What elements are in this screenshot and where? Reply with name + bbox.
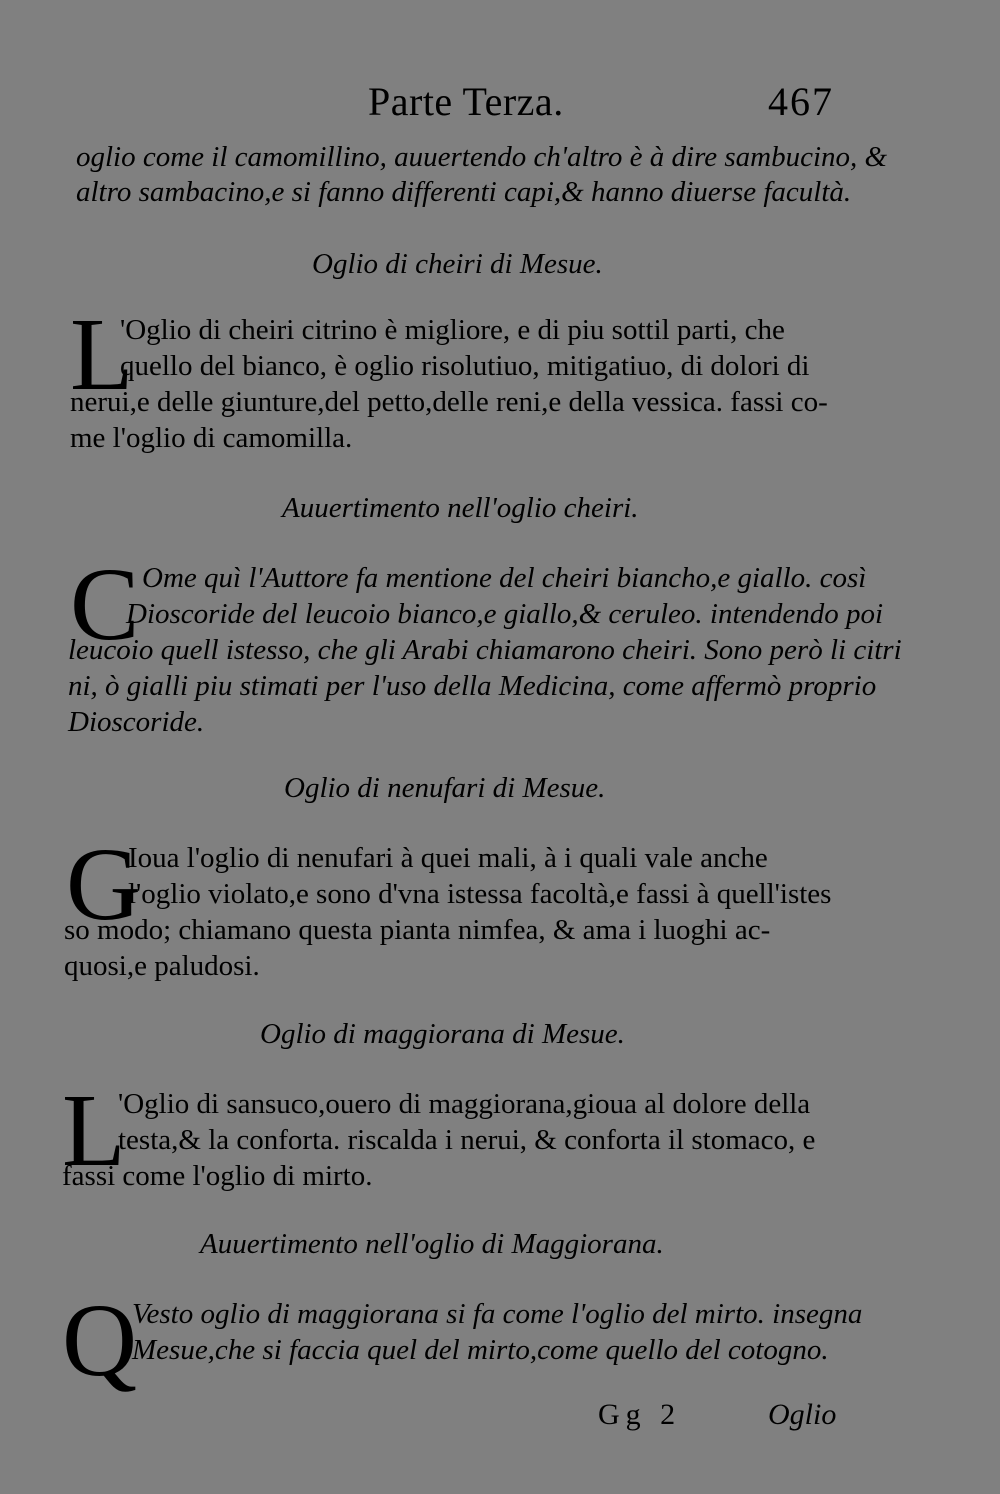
text-line: Mesue,che si faccia quel del mirto,come quello del cotogno. [132,1334,829,1366]
section-heading: Auuertimento nell'oglio cheiri. [282,492,639,524]
text-line: 'Oglio di cheiri citrino è migliore, e di piu sottil parti, che [120,314,785,346]
text-line: altro sambacino,e si fanno differenti capi,& hanno diuerse facultà. [76,176,852,208]
running-title: Parte Terza. [368,79,564,124]
text-line: fassi come l'oglio di mirto. [62,1160,373,1192]
drop-cap: L [70,297,134,412]
page-header [0,72,1000,132]
text-line: Dioscoride del leucoio bianco,e giallo,& ceruleo. intendendo poi [126,598,884,630]
text-line: nerui,e delle giunture,del petto,delle reni,e della vessica. fassi co- [70,386,828,418]
signature-mark: Gg 2 [598,1398,682,1431]
text-line: Ioua l'oglio di nenufari à quei mali, à i quali vale anche [128,842,768,874]
text-line: quello del bianco, è oglio risolutiuo, mitigatiuo, di dolori di [120,350,810,382]
drop-cap: L [62,1073,126,1188]
text-line: quosi,e paludosi. [64,950,260,982]
drop-cap: C [70,547,140,662]
text-line: testa,& la conforta. riscalda i nerui, & conforta il stomaco, e [118,1124,816,1156]
text-line: ni, ò gialli piu stimati per l'uso della Medicina, come affermò proprio [68,670,877,702]
text-line: me l'oglio di camomilla. [70,422,353,454]
page-footer [0,1398,1000,1438]
text-line: Dioscoride. [68,706,205,738]
text-line: 'Oglio di sansuco,ouero di maggiorana,gioua al dolore della [118,1088,811,1120]
drop-cap: G [66,827,142,942]
page-number: 467 [768,79,834,124]
text-line: leucoio quell istesso, che gli Arabi chiamarono cheiri. Sono però li citri [68,634,902,666]
section-heading: Auuertimento nell'oglio di Maggiorana. [200,1228,664,1260]
text-line: oglio come il camomillino, auuertendo ch'altro è à dire sambucino, & [76,141,888,173]
text-line: Ome quì l'Auttore fa mentione del cheiri biancho,e giallo. così [142,562,867,594]
catchword: Oglio [768,1398,837,1431]
section-heading: Oglio di nenufari di Mesue. [284,772,606,804]
text-line: l'oglio violato,e sono d'vna istessa facoltà,e fassi à quell'istes [128,878,832,910]
section-heading: Oglio di cheiri di Mesue. [312,248,603,280]
text-line: Vesto oglio di maggiorana si fa come l'oglio del mirto. insegna [132,1298,863,1330]
text-line: so modo; chiamano questa pianta nimfea, & ama i luoghi ac- [64,914,771,946]
drop-cap: Q [62,1283,138,1398]
section-heading: Oglio di maggiorana di Mesue. [260,1018,625,1050]
